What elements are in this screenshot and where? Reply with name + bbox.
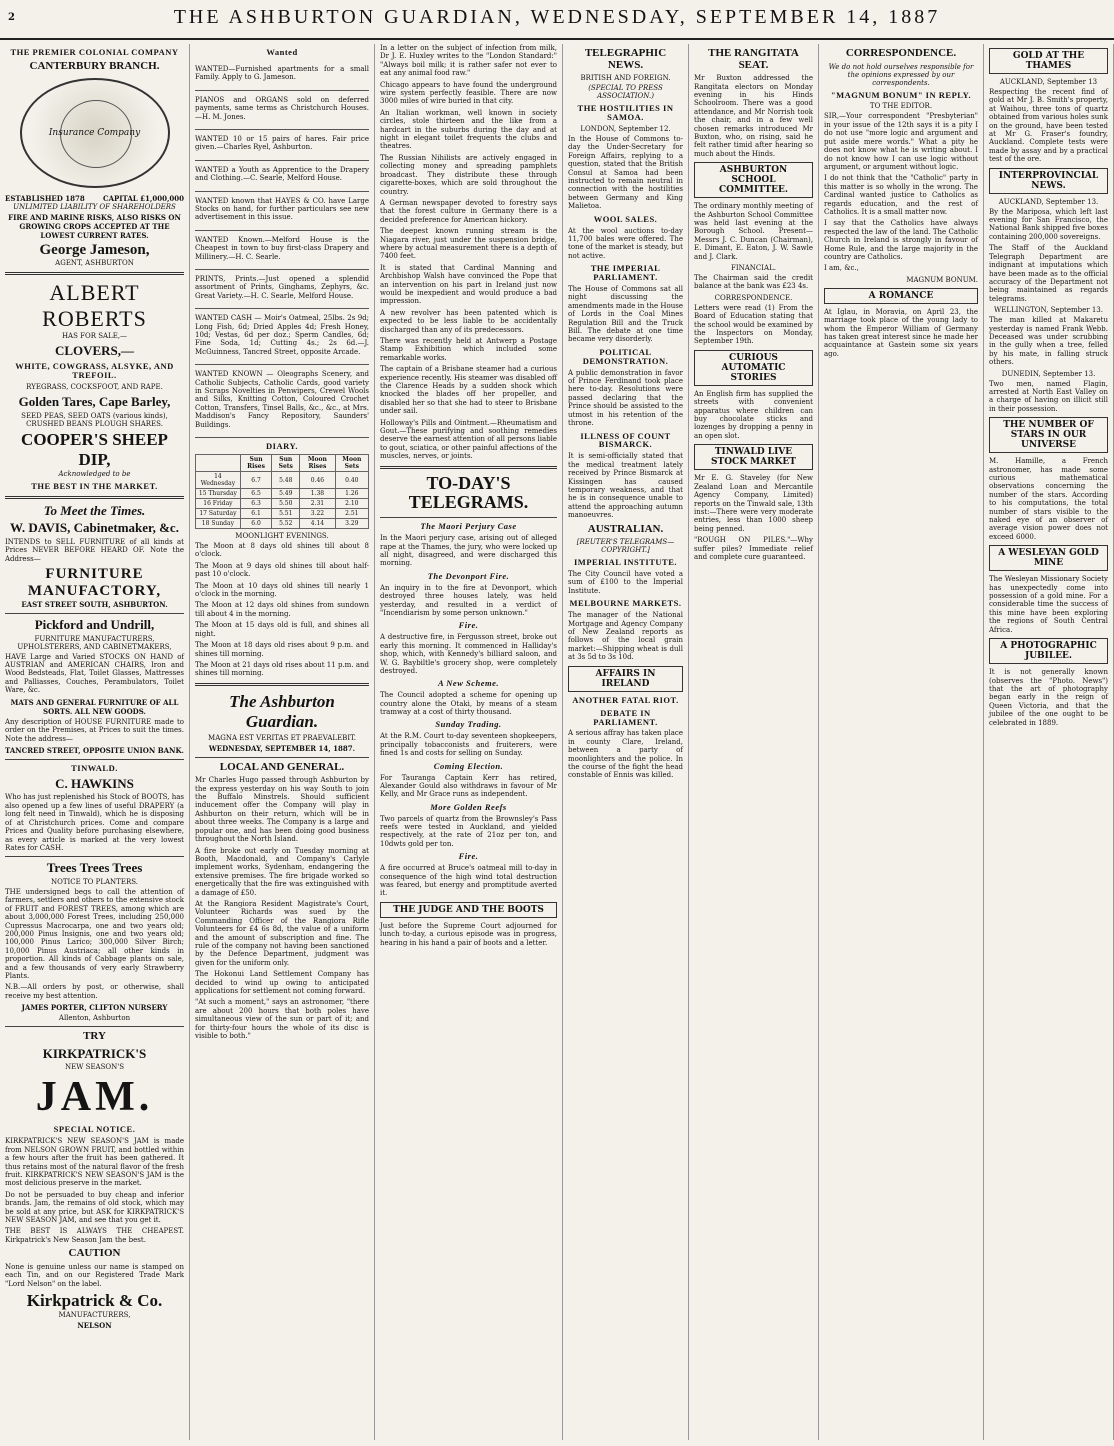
diary-cell: 5.51 <box>272 509 300 519</box>
times-heading: To Meet the Times. <box>43 502 146 518</box>
wanted-ad-4: WANTED a Youth as Apprentice to the Drapery and Clothing.—C. Searle, Melford House. <box>195 165 369 183</box>
risks-text: FIRE AND MARINE RISKS, ALSO RISKS ON GROWING CROPS ACCEPTED AT THE LOWEST CURRENT RATES. <box>8 213 181 241</box>
letter-paragraph: I do not think that the "Catholic" party in this matter is so wholly in the wrong. The Cardinal wanted justice to Catholics as regards education, and the rest of Catholics. It is a small matter now. <box>824 174 978 216</box>
agent-title: AGENT, ASHBURTON <box>55 259 134 268</box>
diary-cell: 1.38 <box>300 489 335 499</box>
special-text-2: Do not be persuaded to buy cheap and inferior brands. Jam, the remains of old stock, which may be sold at any price, but ASK for KIRKPATRICK'S NEW SEASON JAM, and see that you get it. <box>5 1190 184 1224</box>
diary-cell: 6.0 <box>240 519 271 529</box>
diary-cell: 6.5 <box>240 489 271 499</box>
institute-text: The City Council have voted a sum of £100 to the Imperial Institute. <box>568 570 683 595</box>
masthead-page-number: 2 <box>8 12 17 23</box>
table-row <box>196 519 369 529</box>
moon-note-5: The Moon at 15 days old is full, and shines all night. <box>195 621 369 638</box>
company-line: THE PREMIER COLONIAL COMPANY <box>10 47 179 57</box>
diary-cell: 6.1 <box>240 509 271 519</box>
letter-signature: MAGNUM BONUM. <box>906 275 978 284</box>
wanted-ad-6: WANTED Known.—Melford House is the Cheapest in town to buy first-class Drapery and Millinery.—H. C. Searle. <box>195 235 369 261</box>
moonlight-heading: MOONLIGHT EVENINGS. <box>235 532 329 541</box>
table-row <box>196 489 369 499</box>
special-notice: SPECIAL NOTICE. <box>53 1124 136 1135</box>
australian-heading: AUSTRALIAN. <box>587 522 664 535</box>
scheme-heading: A New Scheme. <box>437 678 500 689</box>
markets-text: The manager of the National Mortgage and Agency Company of New Zealand reports as follows of the local grain market:—Shipping wheat is dull at 3s 5d to 3s 10d. <box>568 611 683 662</box>
davis-address: EAST STREET SOUTH, ASHBURTON. <box>21 600 168 610</box>
gold-reefs-heading: More Golden Reefs <box>430 801 507 812</box>
column-correspondence <box>819 44 984 1440</box>
inter-text: By the Mariposa, which left last evening for San Francisco, the National Bank shipped five boxes containing 200,000 sovereigns. <box>989 207 1108 241</box>
todays-telegrams-heading: TO-DAY'S TELEGRAMS. <box>408 472 529 513</box>
news-paragraph: The Russian Nihilists are actively engaged in collecting money and spreading pamphlets broadcast. They distribute these through cigarette-boxes, which are sold throughout the country. <box>380 153 557 196</box>
wool-heading: WOOL SALES. <box>593 213 658 224</box>
financial-heading: FINANCIAL. <box>731 264 776 272</box>
diary-cell: 14 Wednesday <box>196 472 241 489</box>
column-news-general <box>375 44 563 1440</box>
diary-col-header <box>196 455 241 472</box>
samoa-text: In the House of Commons to-day the Under-Secretary for Foreign Affairs, replying to a question, stated that the British Consul at Samoa had been instructed to remain neutral in connection with the hostilities between Germany and King Malietoa. <box>568 134 683 211</box>
fire-text: A destructive fire, in Fergusson street, broke out early this morning. It commenced in Halliday's shop, which, with Kennedy's billiard saloon, and W. G. Baybiltle's grocery shop, were completely destroyed. <box>380 633 557 675</box>
moon-note-7: The Moon at 21 days old rises about 11 p.m. and shines till morning. <box>195 660 369 678</box>
demo-text: A public demonstration in favor of Prince Ferdinand took place here to-day. Resolutions were passed declaring that the Prince should be assisted to the utmost in his retention of the throne. <box>568 368 683 428</box>
diary-cell: 6.7 <box>240 472 271 489</box>
news-paragraph: The captain of a Brisbane steamer had a curious experience recently. His steamer was disabled off the Clarence Heads by a sudden shock which knocked the blades off her propeller, and disabled her so that she had to steer to Brisbane under sail. <box>380 365 557 416</box>
mats-line: MATS AND GENERAL FURNITURE OF ALL SORTS. ALL NEW GOODS. <box>10 697 179 716</box>
imperial-text: The House of Commons sat all night discussing the amendments made in the House of Lords in the Coal Mines Regulation Bill and the Truck Bill. The debate at one time became very disorderly. <box>568 284 683 344</box>
wanted-heading: Wanted <box>266 47 298 57</box>
albert-roberts-name: ALBERT ROBERTS <box>42 280 147 332</box>
romance-text: At Iglau, in Moravia, on April 23, the marriage took place of the young lady to whom the Emperor William of Germany has taken great interest since he made her acquaintance at Gastein some six years ago. <box>824 307 978 358</box>
british-foreign: BRITISH AND FOREIGN. <box>580 74 671 83</box>
press-assoc: (SPECIAL TO PRESS ASSOCIATION.) <box>588 84 663 101</box>
interprovincial-heading: INTERPROVINCIAL NEWS. <box>989 168 1108 194</box>
local-item-2: A fire broke out early on Tuesday morning at Booth, Macdonald, and Company's Carlyle implement works, Sydenham, endangering the extensive premises. The fire brigade worked so energetically that the fire was extinguished with a damage of £50. <box>195 846 369 897</box>
corr-subheading: CORRESPONDENCE. <box>714 293 793 302</box>
gold-reefs-text: Two parcels of quartz from the Brownsley's Pass reefs were tested in Auckland, and yielded respectively, at the rate of 21oz per ton, and 10dwts gold per ton. <box>380 814 557 848</box>
nelson-label: NELSON <box>77 1320 112 1330</box>
sheep-dip-heading: COOPER'S SHEEP DIP, <box>21 429 168 469</box>
letter-paragraph: I say that the Catholics have always respected the law of the land. The Catholic Church in Ireland is strongly in favour of Home Rule, and the large majority in the country are Catholics. <box>824 219 978 261</box>
wool-text: At the wool auctions to-day 11,700 bales were offered. The tone of the market is steady, but not active. <box>568 226 683 260</box>
diary-cell: 6.3 <box>240 499 271 509</box>
debate-heading: DEBATE IN PARLIAMENT. <box>593 707 658 727</box>
wanted-ad-2: PIANOS and ORGANS sold on deferred payments, same terms as Christchurch Houses.—H. M. Jones. <box>195 95 369 121</box>
davis-intro: INTENDS to SELL FURNITURE of all kinds at Prices NEVER BEFORE HEARD OF. Note the Address— <box>5 537 184 563</box>
local-item-4: The Hokonui Land Settlement Company has decided to wind up owing to anticipated applications for settlement not coming forward. <box>195 970 369 996</box>
diary-cell: 5.48 <box>272 472 300 489</box>
table-row <box>196 499 369 509</box>
fire-heading: Fire. <box>458 620 479 631</box>
dunedin-text: Two men, named Flagin, arrested at North East Valley on a charge of having on illicit still in their possession. <box>989 379 1108 413</box>
diary-col-header: Sun Sets <box>272 455 300 472</box>
pickford-name: Pickford and Undrill, <box>34 617 155 633</box>
fire2-heading: Fire. <box>458 851 479 862</box>
capital-label: CAPITAL £1,000,000 <box>103 194 184 204</box>
moon-note-2: The Moon at 9 days old shines till about half-past 10 o'clock. <box>195 561 369 579</box>
table-row <box>196 509 369 519</box>
judge-boots-text: Just before the Supreme Court adjourned for lunch to-day, a curious episode was in progress, hearing in his hand a pair of boots and a letter. <box>380 921 557 947</box>
pickford-sub: FURNITURE MANUFACTURERS, UPHOLSTERERS, AND CABINETMAKERS, <box>17 634 172 651</box>
news-paragraph: An Italian workman, well known in society circles, stole thirteen and the like from a hardcart in the suburbs during the day and at night in elegant toilet frequents the clubs and theatres. <box>380 108 557 151</box>
rangitata-heading: THE RANGITATA SEAT. <box>708 47 799 71</box>
diary-cell: 0.40 <box>335 472 368 489</box>
markets-heading: MELBOURNE MARKETS. <box>569 598 682 609</box>
insurance-seal-image <box>20 78 170 188</box>
diary-cell: 2.31 <box>300 499 335 509</box>
diary-cell: 5.50 <box>272 499 300 509</box>
tinwald-market-heading: TINWALD LIVE STOCK MARKET <box>694 444 813 470</box>
letter-paragraph: SIR,—Your correspondent "Presbyterian" in your issue of the 12th says it is a pity I do not use "more logic and argument and put aside mere words." What a pity he does not know what he is writing about. I do not know how I can use logic without argument, or argument without logic. <box>824 112 978 171</box>
rangitata-text: Mr Buxton addressed the Rangitata electors on Monday evening in his Hinds Schoolroom. There was a good attendance, and Mr Norrish took the chair, and in a few well chosen remarks introduced Mr Buxton, who, on rising, said he felt rather timid after hearing so much about the Hinds. <box>694 74 813 158</box>
mine-text: The Wesleyan Missionary Society has unexpectedly come into possession of a gold mine. For a considerable time the success of this mine have been exploring the regions of South Central Africa. <box>989 575 1108 634</box>
clovers-heading: CLOVERS,— <box>54 343 135 359</box>
ireland-heading: AFFAIRS IN IRELAND <box>568 666 683 692</box>
seeds-text: SEED PEAS, SEED OATS (various kinds), CRUSHED BEANS PLOUGH SHARES. <box>21 411 168 428</box>
diary-cell: 1.26 <box>335 489 368 499</box>
gold-text: Respecting the recent find of gold at Mr J. B. Smith's property, at Waihou, three tons of quartz obtained from various holes sunk on the ground, have been tested at Mr G. Fraser's foundry, Auckland. Complete tests were made by assay and by a practical test of the ore. <box>989 88 1108 164</box>
kirkpatrick-heading: KIRKPATRICK'S <box>42 1045 147 1061</box>
school-text: The ordinary monthly meeting of the Ashburton School Committee was held last evening at the Borough School. Present—Messrs J. C. Duncan (Chairman), E. Dimant, E. Eaton, J. W. Sawle and J. Clark. <box>694 202 813 261</box>
news-paragraph: The deepest known running stream is the Niagara river, just under the suspension bridge, where by actual measurement there is a depth of 7400 feet. <box>380 227 557 261</box>
masthead-title: THE ASHBURTON GUARDIAN, WEDNESDAY, SEPTEMBER 14, 1887 <box>173 6 941 28</box>
riot-text: A serious affray has taken place in county Clare, Ireland, between a party of moonlighters and the police. In the course of the fight the head constable of Ennis was killed. <box>568 729 683 780</box>
diary-header-row <box>196 455 369 472</box>
election-text: For Tauranga Captain Kerr has retired, Alexander Gould also withdraws in favour of Mr Kelly, and Mr Grace runs as independent. <box>380 773 557 799</box>
diary-cell: 2.51 <box>335 509 368 519</box>
news-paragraph: It is stated that Cardinal Manning and Archbishop Walsh have convinced the Pope that an intervention on his part in Ireland just now would be inexpedient and would produce a bad impression. <box>380 263 557 306</box>
roberts-sale: HAS FOR SALE,— <box>61 332 128 341</box>
sunday-text: At the R.M. Court to-day seventeen shopkeepers, principally tobacconists and fruiterers, were fined 1s and costs for selling on Sunday. <box>380 732 557 758</box>
wanted-ad-9: WANTED KNOWN — Oleographs Scenery, and Catholic Subjects, Catholic Cards, good variety in Scraps Novelties in Penwipers, Crewel Wools and Silks, Knitting Cotton, Coloured Crochet Cotton, Transfers, Tinsel Balls, &c., &c., at Mrs. Maddison's Fancy Repository, Saunders' Buildings. <box>195 370 369 429</box>
wanted-ad-3: WANTED 10 or 15 pairs of hares. Fair price given.—Charles Ryel, Ashburton. <box>195 134 369 152</box>
imperial-heading: THE IMPERIAL PARLIAMENT. <box>590 263 661 283</box>
news-paragraph: Holloway's Pills and Ointment.—Rheumatism and Gout.—These purifying and soothing remedies deserve the earnest attention of all persons liable to gout, sciatica, or other painful affections of the muscles, nerves, or joints. <box>380 418 557 461</box>
manufacturers-label: MANUFACTURERS, <box>58 1310 131 1319</box>
nursery-name: JAMES PORTER, CLIFTON NURSERY <box>21 1003 168 1013</box>
moon-note-1: The Moon at 8 days old shines till about 8 o'clock. <box>195 542 369 559</box>
seal-text: Insurance Company <box>48 128 141 139</box>
diary-cell: 2.10 <box>335 499 368 509</box>
institute-heading: IMPERIAL INSTITUTE. <box>573 557 678 568</box>
bismarck-heading: ILLNESS OF COUNT BISMARCK. <box>580 430 671 450</box>
election-heading: Coming Election. <box>433 760 504 771</box>
try-label: TRY <box>83 1030 106 1043</box>
diary-cell: 15 Thursday <box>196 489 241 499</box>
news-paragraph: There was recently held at Antwerp a Postage Stamp Exhibition which included some remarkable works. <box>380 337 557 362</box>
diary-cell: 0.46 <box>300 472 335 489</box>
new-season: NEW SEASON'S <box>65 1063 124 1072</box>
curious-heading: CURIOUS AUTOMATIC STORIES <box>694 350 813 386</box>
diary-col-header: Sun Rises <box>240 455 271 472</box>
wanted-ad-7: PRINTS, Prints.—Just opened a splendid assortment of Prints, Ginghams, Zephyrs, &c. Great Variety.—H. C. Searle, Melford House. <box>195 275 369 300</box>
furniture-manufactory: FURNITURE MANUFACTORY, <box>27 566 162 600</box>
diary-cell: 4.14 <box>300 519 335 529</box>
news-paragraph: A new revolver has been patented which is expected to be less liable to be accidentally discharged than any of its predecessors. <box>380 308 557 334</box>
reuter-label: [REUTER'S TELEGRAMS—COPYRIGHT.] <box>576 538 675 555</box>
sunday-heading: Sunday Trading. <box>435 719 502 730</box>
hawkins-name: C. HAWKINS <box>55 775 134 791</box>
demo-heading: POLITICAL DEMONSTRATION. <box>582 346 669 366</box>
news-paragraph: Chicago appears to have found the underground wire system perfectly feasible. There are now 3000 miles of wire buried in that city. <box>380 80 557 106</box>
diary-cell: 16 Friday <box>196 499 241 509</box>
gold-dateline: AUCKLAND, September 13 <box>999 78 1098 86</box>
school-committee-heading: ASHBURTON SCHOOL COMMITTEE. <box>694 162 813 198</box>
kirkpatrick-co: Kirkpatrick & Co. <box>26 1290 163 1310</box>
agent-name: George Jameson, <box>39 242 150 259</box>
paper-motto: MAGNA EST VERITAS ET PRAEVALEBIT. <box>208 733 356 742</box>
fatal-riot-heading: ANOTHER FATAL RIOT. <box>572 694 679 705</box>
inter-text-2: The Staff of the Auckland Telegraph Department are indignant at imputations which have been made as to the official accuracy of the Department not being maintained as regards telegrams. <box>989 244 1108 303</box>
correspondence-heading: CORRESPONDENCE. <box>845 47 957 59</box>
masthead <box>0 0 1114 40</box>
jubilee-heading: A PHOTOGRAPHIC JUBILEE. <box>989 638 1108 664</box>
column-advertisements-2 <box>190 44 375 1440</box>
clover-types: WHITE, COWGRASS, ALSYKE, AND TREFOIL. <box>15 361 174 381</box>
perjury-text: In the Maori perjury case, arising out of alleged rape at the Thames, the jury, who were locked up all night, disagreed, and were discharged this morning. <box>380 534 557 568</box>
devonport-text: An inquiry in to the fire at Devonport, which destroyed three houses lately, was held yesterday, and resulted in a verdict of "Incendiarism by some person unknown." <box>380 583 557 617</box>
news-paragraph: A German newspaper devoted to forestry says that the forest culture in Germany there is a decided preference for American hickory. <box>380 198 557 224</box>
wesleyan-mine-heading: A WESLEYAN GOLD MINE <box>989 545 1108 571</box>
diary-cell: 18 Sunday <box>196 519 241 529</box>
letter-closing: I am, &c., <box>824 264 859 273</box>
liability-label: UNLIMITED LIABILITY OF SHAREHOLDERS <box>13 203 176 212</box>
diary-table <box>195 454 369 529</box>
corr-text: Letters were read (1) From the Board of Education stating that the school would be examined by the Inspectors on Monday, September 19th. <box>694 303 813 346</box>
jam-heading: JAM. <box>35 1074 154 1121</box>
finance-text: The Chairman said the credit balance at the bank was £23 4s. <box>694 274 813 291</box>
trees-note: N.B.—All orders by post, or otherwise, shall receive my best attention. <box>5 983 184 1000</box>
inter-dateline: AUCKLAND, September 13. <box>998 197 1099 206</box>
best-cheapest: THE BEST IS ALWAYS THE CHEAPEST. Kirkpatrick's New Season Jam the best. <box>5 1227 184 1244</box>
samoa-dateline: LONDON, September 12. <box>580 124 671 133</box>
rough-on-piles: "ROUGH ON PILES."—Why suffer piles? Immediate relief and complete cure guaranteed. <box>694 536 813 561</box>
diary-cell: 5.52 <box>272 519 300 529</box>
wanted-ad-1: WANTED—Furnished apartments for a small Family. Apply to G. Jameson. <box>195 64 369 82</box>
trees-text: THE undersigned begs to call the attention of farmers, settlers and others to the extensive stock of FRUIT and FOREST TREES, among which are about 3,000,000 Forest Trees, including 250,000 Cupressus Macrocarpa, one and two years old; 200,000 Pinus Insignis, one and two years old; 100,000 Pinus Larico; 300,000 Silver Birch; 10,000 Pinus Austriaca; all other kinds in proportion. All kinds of Cabbage plants on sale, and a few thousands of very early Strawberry Plants. <box>5 887 184 981</box>
moon-note-6: The Moon at 18 days old rises about 9 p.m. and shines till morning. <box>195 641 369 658</box>
trees-heading: Trees Trees Trees <box>46 860 143 876</box>
grasses: RYEGRASS, COCKSFOOT, AND RAPE. <box>26 382 163 391</box>
branch-name: CANTERBURY BRANCH. <box>29 59 160 72</box>
jubilee-text: It is not generally known (observes the "Photo. News") that the art of photography began early in the reign of Queen Victoria, and that the jubilee of the one ought to be celebrated in 1889. <box>989 668 1108 727</box>
disclaimer: We do not hold ourselves responsible for the opinions expressed by our correspondents. <box>828 62 974 87</box>
local-item-3: At the Rangiora Resident Magistrate's Court, Volunteer Richards was sued by the Commanding Officer of the Rangiora Rifle Volunteers for £4 6s 8d, the value of a uniform and the amount of subscription and fine. The rule of the company not having been sanctioned by the Defence Department, judgment was given for the uniform only. <box>195 899 369 967</box>
wellington-dateline: WELLINGTON, September 13. <box>994 306 1103 315</box>
diary-cell: 17 Saturday <box>196 509 241 519</box>
mats-text: Any description of HOUSE FURNITURE made to order on the Premises, at Prices to suit the times. Note the address— <box>5 717 184 743</box>
hawkins-text: Who has just replenished his Stock of BOOTS, has also opened up a few lines of useful DRAPERY (a long felt need in Tinwald), which he is disposing of at Christchurch prices. Come and compare Prices and Quality before purchasing elsewhere, as every article is marked at the very lowest Rates for CASH. <box>5 793 184 852</box>
dip-best: THE BEST IN THE MARKET. <box>31 480 158 491</box>
telegraphic-heading: TELEGRAPHIC NEWS. <box>584 47 667 71</box>
moon-note-4: The Moon at 12 days old shines from sundown till about 4 in the morning. <box>195 601 369 618</box>
pickford-text: HAVE Large and Varied STOCKS ON HAND of AUSTRIAN and AMERICAN CHAIRS, Iron and Wood Bedsteads, Flat, Toilet Glasses, Mattresses and Palliasses, Couches, Perambulators, Toilet Ware, &c. <box>5 652 184 695</box>
gold-thames-heading: GOLD AT THE THAMES <box>989 48 1108 74</box>
fire2-text: A fire occurred at Bruce's oatmeal mill to-day in consequence of the high wind total destruction was feared, but energy and promptitude averted it. <box>380 864 557 898</box>
judge-boots-heading: THE JUDGE AND THE BOOTS <box>380 902 557 918</box>
bismarck-text: It is semi-officially stated that the medical treatment lately received by Prince Bismarck at Kissingen has caused temporary weakness, and that he is in consequence unable to attend the approaching autumn manoeuvres. <box>568 452 683 520</box>
moon-note-3: The Moon at 10 days old shines till nearly 1 o'clock in the morning. <box>195 581 369 599</box>
table-row <box>196 472 369 489</box>
allenton-address: Allenton, Ashburton <box>58 1014 131 1023</box>
special-text: KIRKPATRICK'S NEW SEASON'S JAM is made from NELSON GROWN FRUIT, and bottled within a few hours after the fruit has been gathered. It thus retains most of the natural flavor of the fresh fruit. KIRKPATRICK'S NEW SEASON'S JAM is the most delicious preserve in the market. <box>5 1137 184 1188</box>
devonport-heading: The Devonport Fire. <box>427 570 510 581</box>
established-label: ESTABLISHED 1878 <box>5 194 85 204</box>
diary-cell: 3.22 <box>300 509 335 519</box>
magnum-heading: "MAGNUM BONUM" IN REPLY. <box>830 89 972 100</box>
capital-row <box>5 194 184 203</box>
diary-cell: 3.29 <box>335 519 368 529</box>
stars-text: M. Hamille, a French astronomer, has made some curious mathematical observations concerning the number of the stars. According to his computations, the total number of stars visible to the naked eye of an observer of average vision power does not exceed 6000. <box>989 457 1108 541</box>
tancred-address: TANCRED STREET, OPPOSITE UNION BANK. <box>5 745 184 755</box>
scheme-text: The Council adopted a scheme for opening up country alone the Otaki, by means of a steam tramway at a cost of thirty thousand. <box>380 691 557 717</box>
diary-col-header: Moon Sets <box>335 455 368 472</box>
planters-notice: NOTICE TO PLANTERS. <box>51 877 138 886</box>
issue-date: WEDNESDAY, SEPTEMBER 14, 1887. <box>208 743 356 753</box>
column-advertisements-1 <box>0 44 190 1440</box>
tares-heading: Golden Tares, Cape Barley, <box>18 393 171 409</box>
column-telegraphic-news <box>563 44 689 1440</box>
column-news-interprovincial <box>984 44 1114 1440</box>
news-paragraph: In a letter on the subject of infection from milk, Dr J. E. Huxley writes to the "London Standard:" "Always boil milk; it is rather safer not ever to eat any animal food raw." <box>380 44 557 78</box>
davis-name: W. DAVIS, Cabinetmaker, &c. <box>10 520 179 536</box>
column-rangitata <box>689 44 819 1440</box>
perjury-heading: The Maori Perjury Case <box>420 521 517 532</box>
dip-ack: Acknowledged to be <box>58 469 131 478</box>
local-item-5: "At such a moment," says an astronomer, "there are about 200 hours that both poles have simultaneous view of the sun or part of it; and for thirty-four hours the whole of its disc is visible to both." <box>195 998 369 1041</box>
diary-cell: 5.49 <box>272 489 300 499</box>
wellington-text: The man killed at Makaretu yesterday is named Frank Webb. Deceased was under scrubbing in the gully when a tree, felled by his mate, in falling struck others. <box>989 316 1108 367</box>
stars-heading: THE NUMBER OF STARS IN OUR UNIVERSE <box>989 417 1108 453</box>
local-general-heading: LOCAL AND GENERAL. <box>219 760 345 773</box>
tinwald-market-text: Mr E. G. Staveley (for New Zealand Loan and Mercantile Agency Company, Limited) reports on the Tinwald sale, 13th inst:—There were very moderate entries, less than 1000 sheep being penned. <box>694 474 813 533</box>
curious-text: An English firm has supplied the streets with convenient apparatus where children can buy chocolate sticks and lozenges by dropping a penny in an open slot. <box>694 389 813 440</box>
paper-title: The Ashburton Guardian. <box>229 691 335 731</box>
romance-heading: A ROMANCE <box>824 288 978 304</box>
diary-col-header: Moon Rises <box>300 455 335 472</box>
caution-heading: CAUTION <box>68 1247 121 1260</box>
caution-text: None is genuine unless our name is stamped on each Tin, and on our Registered Trade Mark "Lord Nelson" on the label. <box>5 1262 184 1288</box>
tinwald-heading: TINWALD. <box>71 762 118 773</box>
wanted-ad-8: WANTED CASH — Moir's Oatmeal, 25lbs. 2s 9d; Long Fish, 6d; Dried Apples 4d; Fresh Honey, 10d; Vestas, 6d per doz.; Sperm Candles, 6d; Fine Soda, 1d; Cutting 4s.; 2s 6d.—J. McGuinness, Tancred Street, opposite Arcade. <box>195 314 369 356</box>
wanted-ad-5: WANTED known that HAYES & CO. have Large Stocks on hand, for further particulars see new advertisement in this issue. <box>195 196 369 222</box>
diary-heading: DIARY. <box>266 441 298 452</box>
samoa-heading: THE HOSTILITIES IN SAMOA. <box>577 103 674 123</box>
local-item-1: Mr Charles Hugo passed through Ashburton by the express yesterday on his way South to join the Buffalo Minstrels. Should sufficient inducement offer the Company will play in Ashburton on their return, which will be in about three weeks. The Company is a large and popular one, and has been doing good business throughout the North Island. <box>195 776 369 844</box>
to-editor: TO THE EDITOR. <box>869 102 933 111</box>
dunedin-dateline: DUNEDIN, September 13. <box>1001 369 1096 378</box>
